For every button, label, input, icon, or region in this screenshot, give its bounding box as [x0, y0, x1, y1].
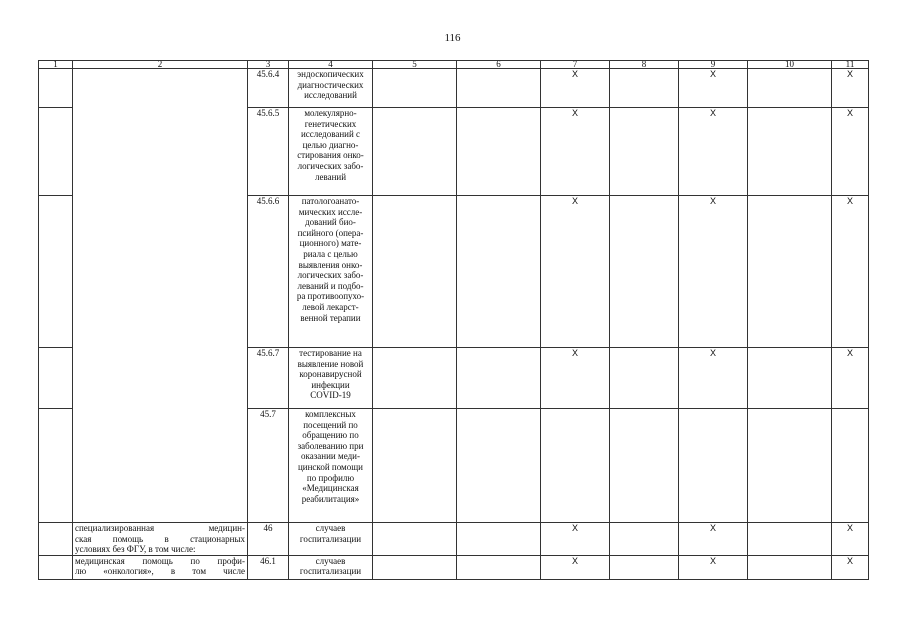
empty-cell [373, 523, 457, 556]
unit-line: заболеванию при [297, 440, 364, 451]
unit-line: тестирование на [299, 348, 362, 358]
cell-col1 [39, 108, 73, 196]
empty-cell [457, 348, 541, 409]
desc-line: медицинская помощь по профи- [75, 555, 245, 566]
unit-line: ционного) мате- [299, 238, 362, 249]
x-mark: X [679, 348, 748, 409]
cell-unit [289, 409, 373, 523]
header-row [39, 61, 869, 69]
unit-line: псийного (опера- [297, 227, 364, 238]
cell-desc [73, 555, 248, 579]
x-mark: X [679, 108, 748, 196]
col-header-11: 11 [832, 61, 869, 69]
desc-line: условиях без ФГУ, в том числе: [75, 544, 196, 555]
empty-cell [748, 409, 832, 523]
unit-line: цинской помощи [297, 461, 363, 472]
desc-line: лю «онкология», в том числе [75, 566, 245, 577]
empty-cell [373, 196, 457, 348]
x-mark: X [679, 555, 748, 579]
x-mark: X [832, 348, 869, 409]
cell-col1 [39, 409, 73, 523]
unit-line: венной терапии [300, 312, 361, 323]
unit-line: дований био- [305, 217, 356, 228]
unit-line: посещений по [303, 419, 358, 430]
col-header-8: 8 [610, 61, 679, 69]
empty-cell [610, 108, 679, 196]
empty-cell [748, 69, 832, 108]
x-mark: X [832, 555, 869, 579]
cell-code: 45.7 [248, 409, 289, 523]
unit-line: молекулярно- [304, 108, 357, 118]
empty-cell [748, 555, 832, 579]
unit-line: риала с целью [303, 248, 358, 259]
empty-cell [832, 409, 869, 523]
empty-cell [610, 196, 679, 348]
unit-line: логических забо- [297, 160, 364, 171]
col-header-7: 7 [541, 61, 610, 69]
unit-line: реабилитация» [301, 493, 360, 504]
empty-cell [373, 108, 457, 196]
table-row [39, 555, 869, 579]
empty-cell [457, 69, 541, 108]
unit-line: госпитализации [299, 533, 362, 544]
x-mark: X [541, 523, 610, 556]
col-header-9: 9 [679, 61, 748, 69]
empty-cell [748, 108, 832, 196]
unit-line: обращению по [302, 430, 359, 441]
unit-line: оказании меди- [301, 451, 360, 462]
x-mark: X [832, 523, 869, 556]
empty-cell [373, 409, 457, 523]
unit-line: COVID-19 [310, 390, 351, 401]
col-header-3: 3 [248, 61, 289, 69]
unit-line: леваний [314, 171, 347, 182]
x-mark: X [541, 196, 610, 348]
unit-line: госпитализации [299, 566, 362, 577]
unit-line: генетических [304, 118, 357, 129]
cell-code: 45.6.5 [248, 108, 289, 196]
cell-code: 45.6.6 [248, 196, 289, 348]
unit-line: логических забо- [297, 270, 364, 281]
empty-cell [610, 409, 679, 523]
x-mark: X [832, 108, 869, 196]
unit-line: случаев [315, 523, 346, 533]
empty-cell [541, 409, 610, 523]
unit-line: исследований с [300, 129, 361, 140]
cell-col1 [39, 348, 73, 409]
desc-line: ская помощь в стационарных [75, 533, 245, 544]
desc-line: специализированная медицин- [75, 523, 245, 533]
x-mark: X [541, 555, 610, 579]
cell-desc [73, 523, 248, 556]
cell-unit [289, 69, 373, 108]
cell-unit [289, 108, 373, 196]
empty-cell [457, 108, 541, 196]
empty-cell [748, 348, 832, 409]
x-mark: X [832, 196, 869, 348]
cell-unit [289, 555, 373, 579]
empty-cell [373, 69, 457, 108]
unit-line: патологоанато- [301, 196, 360, 206]
unit-line: случаев [315, 555, 346, 566]
unit-line: стирования онко- [297, 150, 364, 161]
empty-cell [457, 409, 541, 523]
x-mark: X [832, 69, 869, 108]
empty-cell [610, 523, 679, 556]
unit-line: по профилю [306, 472, 355, 483]
x-mark: X [541, 348, 610, 409]
unit-line: целью диагно- [302, 139, 359, 150]
unit-line: выявление новой [297, 358, 364, 369]
cell-code: 46.1 [248, 555, 289, 579]
cell-desc-empty [73, 69, 248, 523]
table-row [39, 69, 869, 108]
x-mark: X [679, 69, 748, 108]
cell-col1 [39, 523, 73, 556]
unit-line: коронавирусной [299, 369, 362, 380]
empty-cell [748, 196, 832, 348]
cell-unit [289, 196, 373, 348]
empty-cell [610, 348, 679, 409]
unit-line: левой лекарст- [302, 301, 359, 312]
unit-line: диагностических [297, 79, 364, 90]
col-header-4: 4 [289, 61, 373, 69]
data-table [38, 60, 869, 580]
unit-line: исследований [304, 90, 357, 101]
unit-line: инфекции [311, 379, 350, 390]
col-header-1: 1 [39, 61, 73, 69]
unit-line: выявления онко- [298, 259, 363, 270]
page-number: 116 [444, 32, 461, 44]
col-header-10: 10 [748, 61, 832, 69]
unit-line: «Медицинская [302, 483, 359, 494]
col-header-6: 6 [457, 61, 541, 69]
cell-code: 46 [248, 523, 289, 556]
cell-code: 45.6.7 [248, 348, 289, 409]
empty-cell [610, 69, 679, 108]
cell-col1 [39, 69, 73, 108]
col-header-5: 5 [373, 61, 457, 69]
table-body [39, 61, 869, 580]
unit-line: комплексных [305, 409, 356, 419]
col-header-2: 2 [73, 61, 248, 69]
empty-cell [610, 555, 679, 579]
x-mark: X [679, 196, 748, 348]
empty-cell [457, 555, 541, 579]
cell-unit [289, 523, 373, 556]
unit-line: мических иссле- [298, 206, 363, 217]
table-row [39, 523, 869, 556]
unit-line: ра противоопухо- [296, 291, 365, 302]
x-mark: X [679, 523, 748, 556]
unit-line: леваний и подбо- [297, 280, 364, 291]
cell-unit [289, 348, 373, 409]
x-mark: X [541, 108, 610, 196]
cell-col1 [39, 555, 73, 579]
empty-cell [373, 555, 457, 579]
cell-col1 [39, 196, 73, 348]
empty-cell [457, 196, 541, 348]
empty-cell [679, 409, 748, 523]
empty-cell [457, 523, 541, 556]
empty-cell [373, 348, 457, 409]
x-mark: X [541, 69, 610, 108]
unit-line: эндоскопических [297, 69, 364, 79]
empty-cell [748, 523, 832, 556]
cell-code: 45.6.4 [248, 69, 289, 108]
